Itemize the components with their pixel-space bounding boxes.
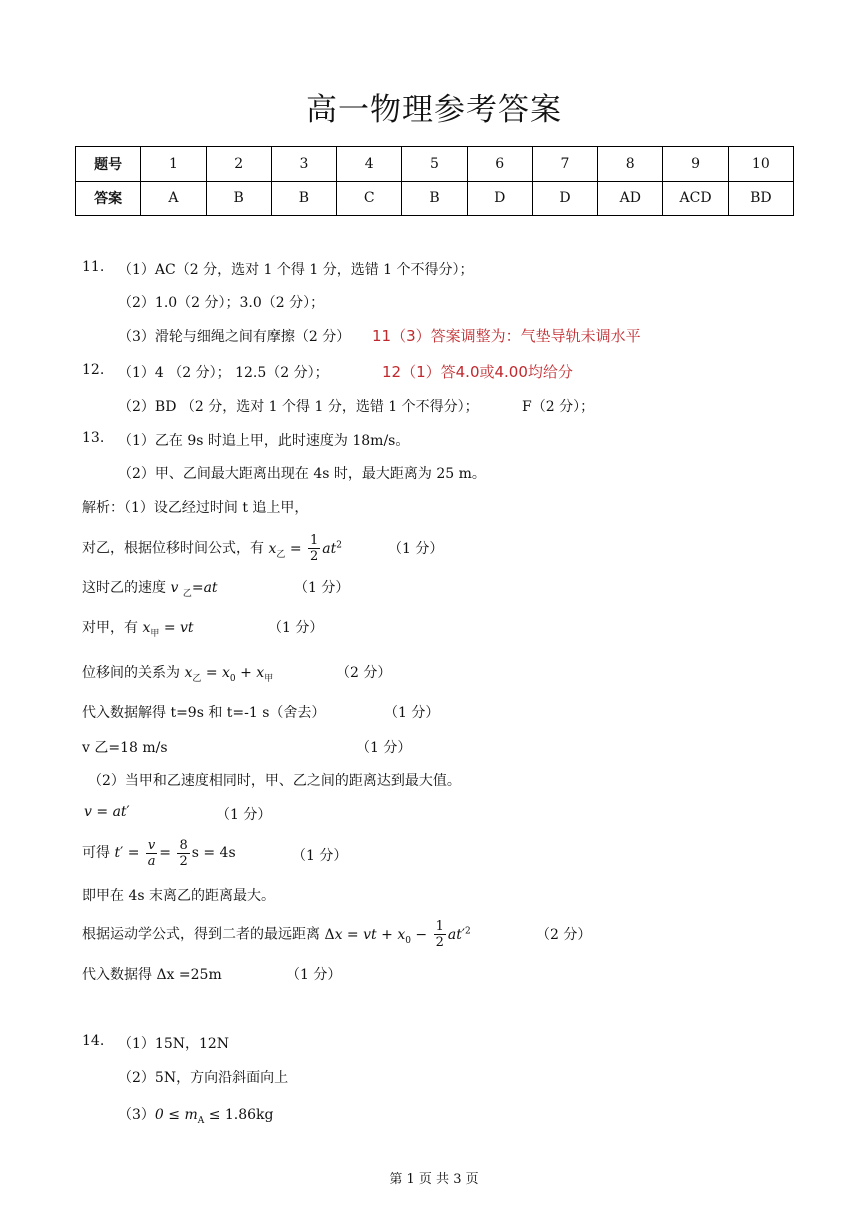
points-label: （2 分） — [536, 927, 592, 943]
q14-part3-label: （3） — [118, 1107, 155, 1123]
q12-part2b: F（2 分）； — [522, 399, 595, 415]
table-cell: A — [141, 181, 206, 216]
table-cell: C — [337, 181, 402, 216]
table-cell: ACD — [663, 181, 728, 216]
q14-part1: （1）15N，12N — [118, 1036, 230, 1052]
points-label: （1 分） — [356, 740, 412, 756]
solution-line-3 — [82, 577, 218, 599]
solution-line-13: 代入数据得 Δx =25m — [82, 967, 222, 983]
formula-relation: $x_乙 = x_0 + x_甲$ — [184, 665, 274, 684]
table-cell: 10 — [728, 147, 793, 182]
points-label: （1 分） — [268, 620, 324, 636]
table-cell: 7 — [532, 147, 597, 182]
solution-line-6: 代入数据解得 t=9s 和 t=-1 s（舍去） — [82, 705, 326, 721]
q12-part1: （1）4 （2 分）； 12.5（2 分）； — [118, 365, 329, 381]
solution-text: 可得 — [82, 845, 110, 861]
table-cell: D — [532, 181, 597, 216]
solution-line-10 — [82, 838, 236, 868]
q14-part3 — [118, 1104, 274, 1126]
answer-table — [75, 146, 794, 216]
q12-part2: （2）BD （2 分，选对 1 个得 1 分，选错 1 个不得分）； — [118, 399, 479, 415]
page-title: 高一物理参考答案 — [306, 92, 562, 128]
points-label: （1 分） — [388, 541, 444, 557]
formula-velocity-yi: v $_乙$=at — [170, 580, 218, 599]
q14-part3-formula: 0 ≤ m — [154, 1107, 198, 1123]
q11-correction-note: 11（3）答案调整为：气垫导轨未调水平 — [372, 327, 641, 345]
q14-part3-range: ≤ 1.86kg — [204, 1107, 274, 1123]
formula-displacement-yi: $x_乙$ = $\frac{1}{2}$ $at^2$ — [268, 533, 343, 565]
solution-text: 根据运动学公式，得到二者的最远距离 — [82, 926, 320, 943]
points-label: （1 分） — [216, 807, 272, 823]
table-cell: 3 — [271, 147, 336, 182]
q14-part3-subscript: A — [197, 1115, 205, 1126]
formula-displacement-jia: $x_甲$ = vt — [142, 620, 194, 639]
q14-number: 14. — [82, 1033, 105, 1049]
table-cell: AD — [598, 181, 663, 216]
table-cell: B — [271, 181, 336, 216]
table-row — [76, 147, 794, 182]
table-row — [76, 181, 794, 216]
table-cell: 6 — [467, 147, 532, 182]
q12-number: 12. — [82, 362, 105, 378]
q11-part3: （3）滑轮与细绳之间有摩擦（2 分） — [118, 329, 351, 345]
solution-text: 对甲，有 — [82, 620, 138, 636]
points-label: （1 分） — [292, 848, 348, 864]
row-header-number: 题号 — [76, 147, 141, 182]
table-cell: BD — [728, 181, 793, 216]
solution-line-12 — [82, 916, 471, 955]
formula-time: t′ = $\frac{v}{a}$ = $\frac{8}{2}$ s = 4s — [114, 837, 236, 869]
points-label: （1 分） — [286, 967, 342, 983]
solution-line-8: （2）当甲和乙速度相同时，甲、乙之间的距离达到最大值。 — [88, 773, 461, 789]
q13-number: 13. — [82, 430, 105, 446]
solution-line-1: 解析：（1）设乙经过时间 t 追上甲， — [82, 500, 309, 516]
table-cell: 2 — [206, 147, 271, 182]
page-footer: 第 1 页 共 3 页 — [389, 1172, 479, 1187]
q13-part1: （1）乙在 9s 时追上甲，此时速度为 18m/s。 — [118, 433, 410, 449]
q13-part2: （2）甲、乙间最大距离出现在 4s 时，最大距离为 25 m。 — [118, 466, 486, 482]
solution-line-2 — [82, 530, 342, 569]
solution-text: 这时乙的速度 — [82, 580, 166, 596]
q14-part2: （2）5N，方向沿斜面向上 — [118, 1070, 289, 1086]
solution-line-5 — [82, 662, 273, 684]
formula-max-distance: Δx = vt + $x_0$ − $\frac{1}{2}$ $at'^2$ — [324, 919, 471, 951]
solution-line-7: v 乙=18 m/s — [82, 740, 168, 756]
table-cell: 5 — [402, 147, 467, 182]
table-cell: D — [467, 181, 532, 216]
solution-line-4 — [82, 617, 194, 639]
q11-part2: （2）1.0（2 分）；3.0（2 分）； — [118, 295, 325, 311]
table-cell: B — [402, 181, 467, 216]
table-cell: 8 — [598, 147, 663, 182]
q11-part1: （1）AC（2 分，选对 1 个得 1 分，选错 1 个不得分）； — [118, 262, 474, 278]
table-cell: 1 — [141, 147, 206, 182]
points-label: （1 分） — [294, 580, 350, 596]
table-cell: B — [206, 181, 271, 216]
points-label: （2 分） — [336, 665, 392, 681]
table-cell: 9 — [663, 147, 728, 182]
q12-correction-note: 12（1）答4.0或4.00均给分 — [382, 363, 573, 381]
q11-number: 11. — [82, 259, 105, 275]
points-label: （1 分） — [384, 705, 440, 721]
solution-line-11: 即甲在 4s 末离乙的距离最大。 — [82, 888, 275, 904]
solution-text: 对乙，根据位移时间公式，有 — [82, 540, 264, 557]
formula-equal-speed: v = at′ — [84, 804, 130, 820]
table-cell: 4 — [337, 147, 402, 182]
row-header-answer: 答案 — [76, 181, 141, 216]
solution-text: 位移间的关系为 — [82, 665, 180, 681]
